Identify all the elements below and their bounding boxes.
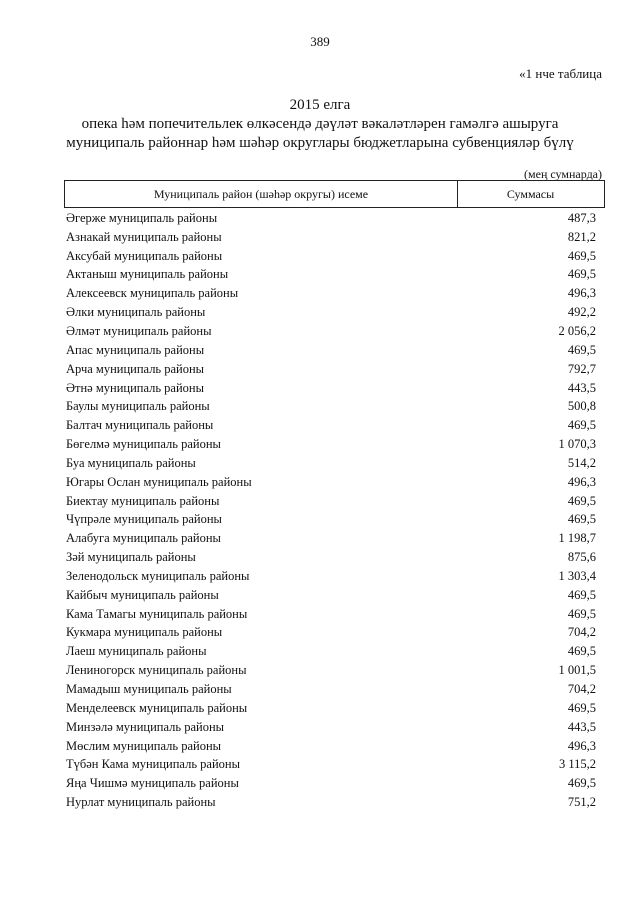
table-row <box>66 284 596 303</box>
table-row <box>66 416 596 435</box>
district-name: Актаныш муниципаль районы <box>66 267 229 282</box>
district-name: Югары Ослан муниципаль районы <box>66 474 252 489</box>
district-name: Әлки муниципаль районы <box>66 305 206 320</box>
district-sum: 1 070,3 <box>558 437 596 452</box>
district-sum: 469,5 <box>567 644 596 659</box>
title-year: 2015 елга <box>289 97 351 113</box>
table-row <box>66 473 596 492</box>
district-name: Азнакай муниципаль районы <box>66 229 222 244</box>
table-row <box>66 511 596 530</box>
table-row <box>66 567 596 586</box>
district-sum: 704,2 <box>567 625 596 640</box>
district-sum: 500,8 <box>567 399 596 414</box>
district-sum: 469,5 <box>567 587 596 602</box>
district-sum: 469,5 <box>567 606 596 621</box>
district-sum: 469,5 <box>567 512 596 527</box>
title-line-2: муниципаль районнар һәм шәһәр округлары бюджетларына субвенцияләр бүлү <box>66 135 574 151</box>
district-sum: 487,3 <box>567 210 596 225</box>
district-name: Зәй муниципаль районы <box>66 550 196 565</box>
district-sum: 469,5 <box>567 776 596 791</box>
table-row <box>66 435 596 454</box>
table-row <box>66 755 596 774</box>
table-row <box>66 341 596 360</box>
title-line-1: опека һәм попечительлек өлкәсендә дәүләт вәкаләтләрен гамәлгә ашыруга <box>81 116 559 132</box>
table-row <box>66 397 596 416</box>
district-sum: 1 303,4 <box>558 568 596 583</box>
district-name: Арча муниципаль районы <box>66 361 205 376</box>
district-name: Биектау муниципаль районы <box>66 493 220 508</box>
district-sum: 469,5 <box>567 418 596 433</box>
table-row <box>66 303 596 322</box>
district-sum: 496,3 <box>567 738 596 753</box>
district-name: Балтач муниципаль районы <box>66 418 214 433</box>
table-row <box>66 228 596 247</box>
district-sum: 469,5 <box>567 342 596 357</box>
district-name: Лениногорск муниципаль районы <box>66 663 247 678</box>
district-sum: 469,5 <box>567 248 596 263</box>
table-row <box>66 586 596 605</box>
table-row <box>66 247 596 266</box>
table-row <box>66 624 596 643</box>
table-row <box>66 605 596 624</box>
table-row <box>66 492 596 511</box>
table-row <box>66 699 596 718</box>
district-name: Баулы муниципаль районы <box>66 399 210 414</box>
table-row <box>66 529 596 548</box>
district-sum: 704,2 <box>567 682 596 697</box>
district-sum: 821,2 <box>567 229 596 244</box>
district-sum: 492,2 <box>567 305 596 320</box>
table-row <box>66 266 596 285</box>
page-number: 389 <box>310 34 330 49</box>
table-row <box>66 718 596 737</box>
table-row <box>66 379 596 398</box>
district-sum: 792,7 <box>567 361 596 376</box>
district-sum: 751,2 <box>567 795 596 810</box>
district-name: Әтнә муниципаль районы <box>66 380 205 395</box>
district-name: Бөгелмә муниципаль районы <box>66 437 221 452</box>
table-row <box>66 322 596 341</box>
district-sum: 469,5 <box>567 493 596 508</box>
district-name: Лаеш муниципаль районы <box>66 644 207 659</box>
table-row <box>66 360 596 379</box>
district-sum: 469,5 <box>567 267 596 282</box>
district-name: Апас муниципаль районы <box>66 342 205 357</box>
district-name: Буа муниципаль районы <box>66 455 196 470</box>
district-name: Әгерже муниципаль районы <box>66 210 218 225</box>
district-sum: 443,5 <box>567 719 596 734</box>
table-row <box>66 209 596 228</box>
district-name: Кукмара муниципаль районы <box>66 625 223 640</box>
table-reference: «1 нче таблица <box>519 66 602 81</box>
district-name: Алексеевск муниципаль районы <box>66 286 239 301</box>
district-name: Менделеевск муниципаль районы <box>66 700 248 715</box>
district-name: Зеленодольск муниципаль районы <box>66 568 250 583</box>
district-name: Кайбыч муниципаль районы <box>66 587 219 602</box>
table-row <box>66 454 596 473</box>
header-district-name: Муниципаль район (шәһәр округы) исеме <box>65 181 458 207</box>
table-row <box>66 548 596 567</box>
document-title <box>0 96 640 153</box>
units-note: (мең сумнарда) <box>524 167 602 181</box>
district-sum: 875,6 <box>567 550 596 565</box>
district-name: Минзәлә муниципаль районы <box>66 719 225 734</box>
district-name: Әлмәт муниципаль районы <box>66 323 212 338</box>
district-sum: 514,2 <box>567 455 596 470</box>
district-sum: 1 001,5 <box>558 663 596 678</box>
table-row <box>66 793 596 812</box>
district-name: Нурлат муниципаль районы <box>66 795 216 810</box>
district-name: Кама Тамагы муниципаль районы <box>66 606 248 621</box>
table-row <box>66 774 596 793</box>
district-name: Мамадыш муниципаль районы <box>66 682 232 697</box>
district-name: Чүпрәле муниципаль районы <box>66 512 222 527</box>
table-header <box>64 180 605 208</box>
header-sum: Суммасы <box>506 186 555 201</box>
district-sum: 443,5 <box>567 380 596 395</box>
district-name: Алабуга муниципаль районы <box>66 531 221 546</box>
district-name: Аксубай муниципаль районы <box>66 248 223 263</box>
district-name: Мөслим муниципаль районы <box>66 738 222 753</box>
district-name: Түбән Кама муниципаль районы <box>66 757 240 772</box>
district-name: Яңа Чишмә муниципаль районы <box>66 776 239 791</box>
district-sum: 3 115,2 <box>558 757 596 772</box>
district-sum: 496,3 <box>567 286 596 301</box>
district-sum: 469,5 <box>567 700 596 715</box>
district-sum: 496,3 <box>567 474 596 489</box>
table-row <box>66 642 596 661</box>
district-sum: 2 056,2 <box>558 323 596 338</box>
table-row <box>66 680 596 699</box>
table-row <box>66 661 596 680</box>
district-sum: 1 198,7 <box>558 531 596 546</box>
table-body <box>66 209 596 812</box>
table-row <box>66 737 596 756</box>
